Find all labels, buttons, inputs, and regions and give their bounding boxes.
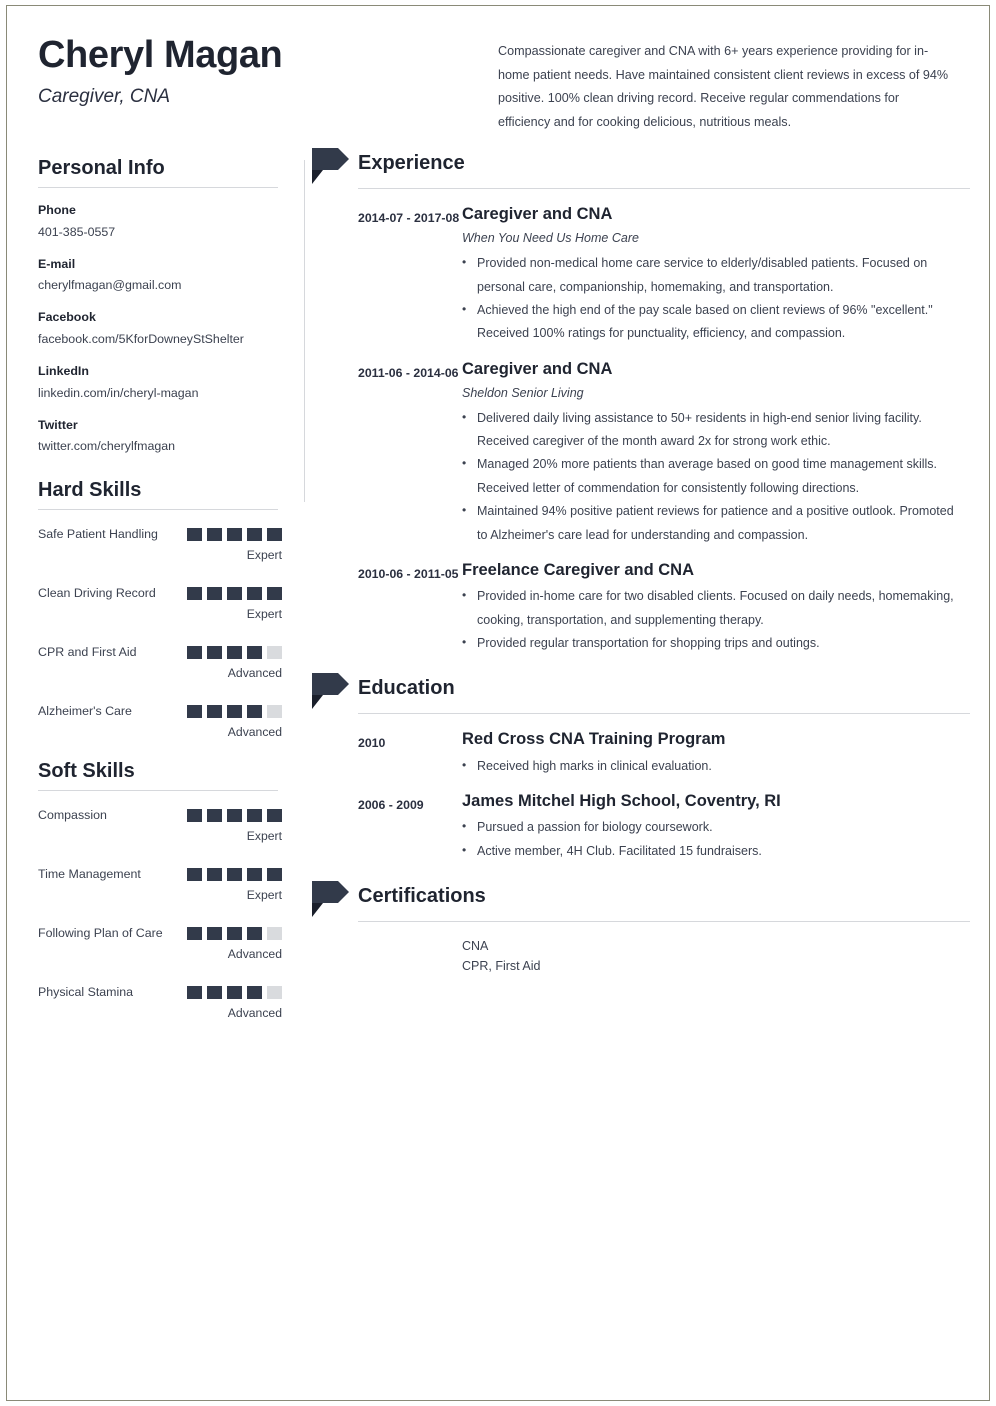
skill-row (38, 523, 282, 565)
rating-square-filled (247, 868, 262, 881)
personal-info-heading: Personal Info (38, 157, 165, 180)
personal-info-section (38, 156, 282, 456)
certification-list (302, 936, 970, 976)
rating-square-filled (207, 809, 222, 822)
rating-square-filled (227, 646, 242, 659)
skill-name: Compassion (38, 808, 107, 823)
rating-square-filled (207, 986, 222, 999)
bullet-item: • Delivered daily living assistance to 50+ residents in high-end senior living facility. Received caregiver of the month award 2x for strong work ethic. (462, 407, 958, 454)
skill-name: Physical Stamina (38, 985, 134, 1000)
entry-dates: 2010-06 - 2011-05 (358, 566, 459, 581)
section-divider (358, 713, 970, 714)
education-section (302, 671, 970, 863)
skill-row (38, 804, 282, 846)
skill-rating-squares (187, 922, 282, 940)
rating-square-empty (267, 646, 282, 659)
bullet-item: • Received high marks in clinical evaluation. (462, 755, 958, 778)
bullet-item: • Provided non-medical home care service to elderly/disabled patients. Focused on personal care, companionship, homemaking, and transportation. (462, 252, 958, 299)
timeline-entry (358, 203, 970, 346)
rating-square-filled (247, 528, 262, 541)
skill-name: CPR and First Aid (38, 645, 137, 660)
rating-square-filled (267, 587, 282, 600)
entry-bullets (462, 585, 958, 655)
personal-info-list (38, 201, 282, 456)
rating-square-filled (207, 646, 222, 659)
skill-row (38, 700, 282, 742)
ribbon-marker-icon (310, 146, 350, 188)
entry-title: Red Cross CNA Training Program (462, 730, 726, 749)
header-identity (38, 30, 488, 108)
skill-level-label: Expert (246, 548, 282, 563)
entry-bullets (462, 755, 958, 778)
rating-square-filled (227, 705, 242, 718)
bullet-item: • Active member, 4H Club. Facilitated 15 fundraisers. (462, 840, 958, 863)
section-divider (358, 188, 970, 189)
bullet-item: • Pursued a passion for biology coursework. (462, 816, 958, 839)
info-label: E-mail (38, 256, 76, 271)
list-item (38, 308, 282, 349)
rating-square-filled (227, 809, 242, 822)
hard-skills-list (38, 523, 282, 742)
timeline-entry (358, 728, 970, 778)
page-title: Cheryl Magan (38, 34, 283, 76)
skill-rating-squares (187, 981, 282, 999)
info-value: facebook.com/5KforDowneyStShelter (38, 331, 244, 346)
info-value: linkedin.com/in/cheryl-magan (38, 385, 199, 400)
rating-square-filled (187, 587, 202, 600)
skill-level-label: Advanced (227, 666, 282, 681)
section-divider (38, 509, 278, 510)
rating-square-filled (247, 809, 262, 822)
skill-rating-squares (187, 863, 282, 881)
rating-square-filled (187, 809, 202, 822)
bullet-item: • Managed 20% more patients than average based on good time management skills. Received letter of commendation for consistently following directions. (462, 453, 958, 500)
entry-bullets (462, 816, 958, 863)
rating-square-filled (207, 868, 222, 881)
list-item (38, 362, 282, 403)
soft-skills-list (38, 804, 282, 1023)
skill-row (38, 981, 282, 1023)
rating-square-empty (267, 986, 282, 999)
certification-item: CNA (462, 939, 489, 954)
section-title: Experience (358, 152, 465, 175)
soft-skills-section (38, 759, 282, 1023)
rating-square-filled (267, 528, 282, 541)
info-label: LinkedIn (38, 363, 89, 378)
skill-name: Time Management (38, 867, 141, 882)
info-value: twitter.com/cherylfmagan (38, 439, 176, 454)
skill-row (38, 582, 282, 624)
rating-square-filled (247, 986, 262, 999)
rating-square-filled (227, 986, 242, 999)
rating-square-filled (227, 587, 242, 600)
skill-rating-squares (187, 700, 282, 718)
skill-row (38, 922, 282, 964)
info-value: cherylfmagan@gmail.com (38, 278, 182, 293)
rating-square-filled (187, 705, 202, 718)
info-label: Facebook (38, 310, 96, 325)
hard-skills-section (38, 478, 282, 742)
resume-body (0, 134, 996, 1040)
certifications-section (302, 879, 970, 976)
entry-organization: Sheldon Senior Living (462, 385, 584, 400)
rating-square-filled (187, 646, 202, 659)
info-label: Twitter (38, 417, 78, 432)
skill-rating-squares (187, 523, 282, 541)
experience-entries (302, 203, 970, 655)
resume-header (0, 0, 996, 134)
rating-square-filled (187, 868, 202, 881)
skill-rating-squares (187, 804, 282, 822)
sidebar (38, 146, 282, 1040)
rating-square-filled (247, 587, 262, 600)
rating-square-filled (187, 986, 202, 999)
entry-dates: 2010 (358, 736, 386, 751)
rating-square-filled (207, 587, 222, 600)
ribbon-marker-icon (310, 671, 350, 713)
certification-item: CPR, First Aid (462, 959, 541, 974)
list-item (38, 201, 282, 242)
skill-level-label: Expert (246, 607, 282, 622)
list-item (38, 255, 282, 296)
ribbon-marker-icon (310, 879, 350, 921)
entry-dates: 2014-07 - 2017-08 (358, 211, 460, 226)
entry-title: Freelance Caregiver and CNA (462, 560, 695, 579)
header-summary (488, 30, 950, 134)
bullet-item: • Provided in-home care for two disabled clients. Focused on daily needs, homemaking, cooking, transportation, and supplementing therapy. (462, 585, 958, 632)
rating-square-empty (267, 927, 282, 940)
bullet-item: • Provided regular transportation for shopping trips and outings. (462, 632, 958, 655)
rating-square-filled (187, 927, 202, 940)
entry-organization: When You Need Us Home Care (462, 231, 639, 246)
rating-square-empty (267, 705, 282, 718)
main-content (282, 146, 970, 978)
rating-square-filled (267, 809, 282, 822)
rating-square-filled (247, 646, 262, 659)
rating-square-filled (247, 927, 262, 940)
skill-row (38, 641, 282, 683)
timeline-entry (358, 358, 970, 547)
list-item (38, 416, 282, 457)
rating-square-filled (227, 868, 242, 881)
rating-square-filled (247, 705, 262, 718)
skill-name: Clean Driving Record (38, 586, 156, 601)
skill-level-label: Expert (246, 888, 282, 903)
section-title: Certifications (358, 885, 486, 908)
entry-bullets (462, 407, 958, 547)
entry-bullets (462, 252, 958, 346)
rating-square-filled (207, 705, 222, 718)
skill-level-label: Advanced (227, 1006, 282, 1021)
entry-dates: 2006 - 2009 (358, 798, 424, 812)
rating-square-filled (207, 927, 222, 940)
skill-level-label: Advanced (227, 947, 282, 962)
timeline-entry (358, 559, 970, 655)
section-title: Education (358, 677, 455, 700)
summary-text: Compassionate caregiver and CNA with 6+ years experience providing for in-home patient needs. Have maintained consistent client reviews in excess of 94% positive. 100% clean driving record. Receive regular commendations for efficiency and for cooking delicious, nutritious meals. (498, 44, 949, 129)
job-title: Caregiver, CNA (38, 85, 170, 107)
rating-square-filled (267, 868, 282, 881)
skill-level-label: Expert (246, 829, 282, 844)
section-divider (38, 187, 278, 188)
info-label: Phone (38, 203, 76, 218)
rating-square-filled (227, 927, 242, 940)
soft-skills-heading: Soft Skills (38, 760, 135, 783)
timeline-entry (358, 790, 970, 863)
hard-skills-heading: Hard Skills (38, 479, 142, 502)
experience-section (302, 146, 970, 655)
skill-name: Alzheimer's Care (38, 704, 132, 719)
section-divider (358, 921, 970, 922)
entry-title: James Mitchel High School, Coventry, RI (462, 792, 781, 810)
education-entries (302, 728, 970, 863)
skill-rating-squares (187, 582, 282, 600)
entry-dates: 2011-06 - 2014-06 (358, 365, 459, 380)
skill-name: Following Plan of Care (38, 926, 163, 941)
info-value: 401-385-0557 (38, 224, 116, 239)
skill-row (38, 863, 282, 905)
entry-title: Caregiver and CNA (462, 359, 613, 378)
skill-name: Safe Patient Handling (38, 527, 158, 542)
section-divider (38, 790, 278, 791)
rating-square-filled (227, 528, 242, 541)
entry-title: Caregiver and CNA (462, 205, 613, 224)
skill-level-label: Advanced (227, 725, 282, 740)
skill-rating-squares (187, 641, 282, 659)
rating-square-filled (187, 528, 202, 541)
bullet-item: • Maintained 94% positive patient reviews for patience and a positive outlook. Promoted to Alzheimer's care lead for understanding and compassion. (462, 500, 958, 547)
rating-square-filled (207, 528, 222, 541)
bullet-item: • Achieved the high end of the pay scale based on client reviews of 96% "excellent." Received 100% ratings for punctuality, efficiency, and compassion. (462, 299, 958, 346)
